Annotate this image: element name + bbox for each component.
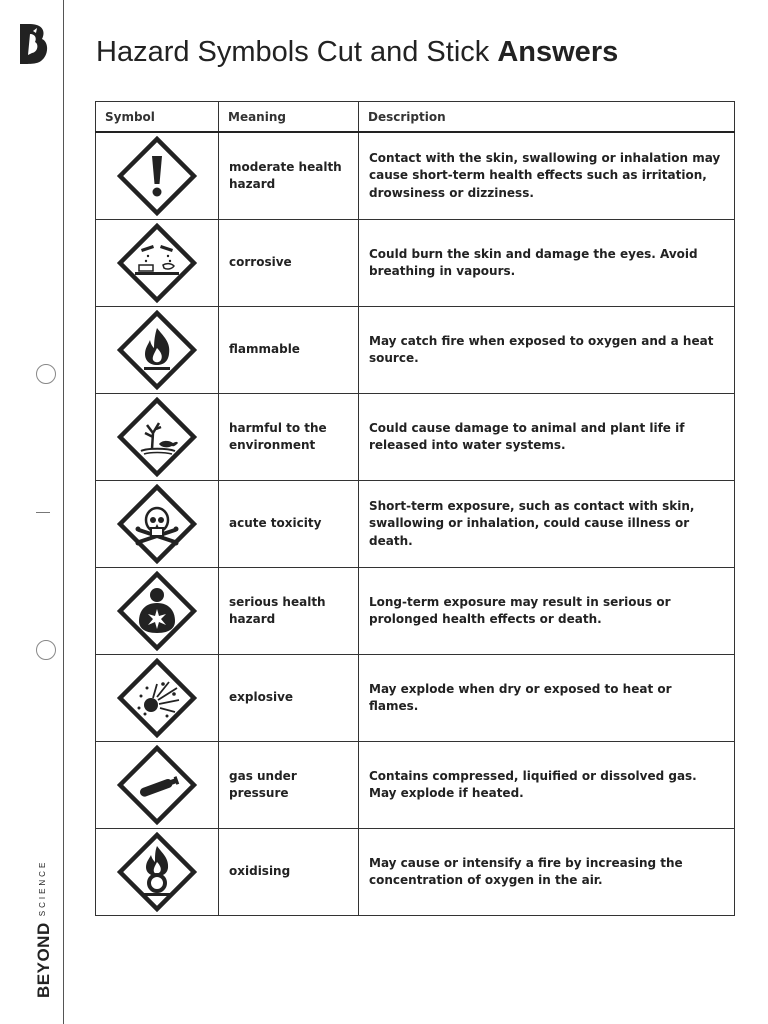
meaning-cell: harmful to the environment xyxy=(219,394,359,481)
health-hazard-icon xyxy=(117,571,197,651)
beyond-logo-icon xyxy=(16,22,50,66)
header-description: Description xyxy=(359,102,735,133)
table-row xyxy=(96,829,735,916)
title-emphasis: Answers xyxy=(497,36,619,68)
symbol-cell xyxy=(96,481,219,568)
header-meaning: Meaning xyxy=(219,102,359,133)
meaning-cell: moderate health hazard xyxy=(219,132,359,220)
table-row xyxy=(96,220,735,307)
meaning-cell: corrosive xyxy=(219,220,359,307)
description-cell: Could cause damage to animal and plant life if released into water systems. xyxy=(359,394,735,481)
symbol-cell xyxy=(96,307,219,394)
binder-hole-top xyxy=(36,364,56,384)
header-symbol: Symbol xyxy=(96,102,219,133)
table-row xyxy=(96,394,735,481)
environment-icon xyxy=(117,397,197,477)
exclamation-mark-icon xyxy=(117,136,197,216)
skull-crossbones-icon xyxy=(117,484,197,564)
table-header-row xyxy=(96,102,735,133)
margin-line xyxy=(63,0,64,1024)
description-cell: May cause or intensify a fire by increasing the concentration of oxygen in the air. xyxy=(359,829,735,916)
symbol-cell xyxy=(96,568,219,655)
title-main: Hazard Symbols Cut and Stick xyxy=(96,36,490,68)
symbol-cell xyxy=(96,394,219,481)
symbol-cell xyxy=(96,132,219,220)
exploding-bomb-icon xyxy=(117,658,197,738)
meaning-cell: oxidising xyxy=(219,829,359,916)
meaning-cell: acute toxicity xyxy=(219,481,359,568)
description-cell: Could burn the skin and damage the eyes. Avoid breathing in vapours. xyxy=(359,220,735,307)
description-cell: Short-term exposure, such as contact with skin, swallowing or inhalation, could cause illness or death. xyxy=(359,481,735,568)
meaning-cell: flammable xyxy=(219,307,359,394)
hazard-table xyxy=(95,101,735,916)
symbol-cell xyxy=(96,742,219,829)
table-row xyxy=(96,568,735,655)
gas-cylinder-icon xyxy=(117,745,197,825)
table-row xyxy=(96,481,735,568)
corrosion-icon xyxy=(117,223,197,303)
description-cell: May explode when dry or exposed to heat or flames. xyxy=(359,655,735,742)
table-row xyxy=(96,742,735,829)
table-row xyxy=(96,307,735,394)
symbol-cell xyxy=(96,655,219,742)
description-cell: Long-term exposure may result in serious or prolonged health effects or death. xyxy=(359,568,735,655)
meaning-cell: gas under pressure xyxy=(219,742,359,829)
meaning-cell: serious health hazard xyxy=(219,568,359,655)
description-cell: May catch fire when exposed to oxygen and a heat source. xyxy=(359,307,735,394)
binder-hole-bottom xyxy=(36,640,56,660)
table-row xyxy=(96,132,735,220)
flame-over-circle-icon xyxy=(117,832,197,912)
description-cell: Contact with the skin, swallowing or inhalation may cause short-term health effects such as irritation, drowsiness or dizziness. xyxy=(359,132,735,220)
brand-subtitle: SCIENCE xyxy=(38,859,47,917)
description-cell: Contains compressed, liquified or dissolved gas. May explode if heated. xyxy=(359,742,735,829)
symbol-cell xyxy=(96,220,219,307)
table-row xyxy=(96,655,735,742)
brand-wordmark xyxy=(34,860,54,998)
page-title xyxy=(96,36,618,69)
brand-name: BEYOND xyxy=(34,922,53,998)
symbol-cell xyxy=(96,829,219,916)
meaning-cell: explosive xyxy=(219,655,359,742)
fold-mark xyxy=(36,512,50,513)
flame-icon xyxy=(117,310,197,390)
